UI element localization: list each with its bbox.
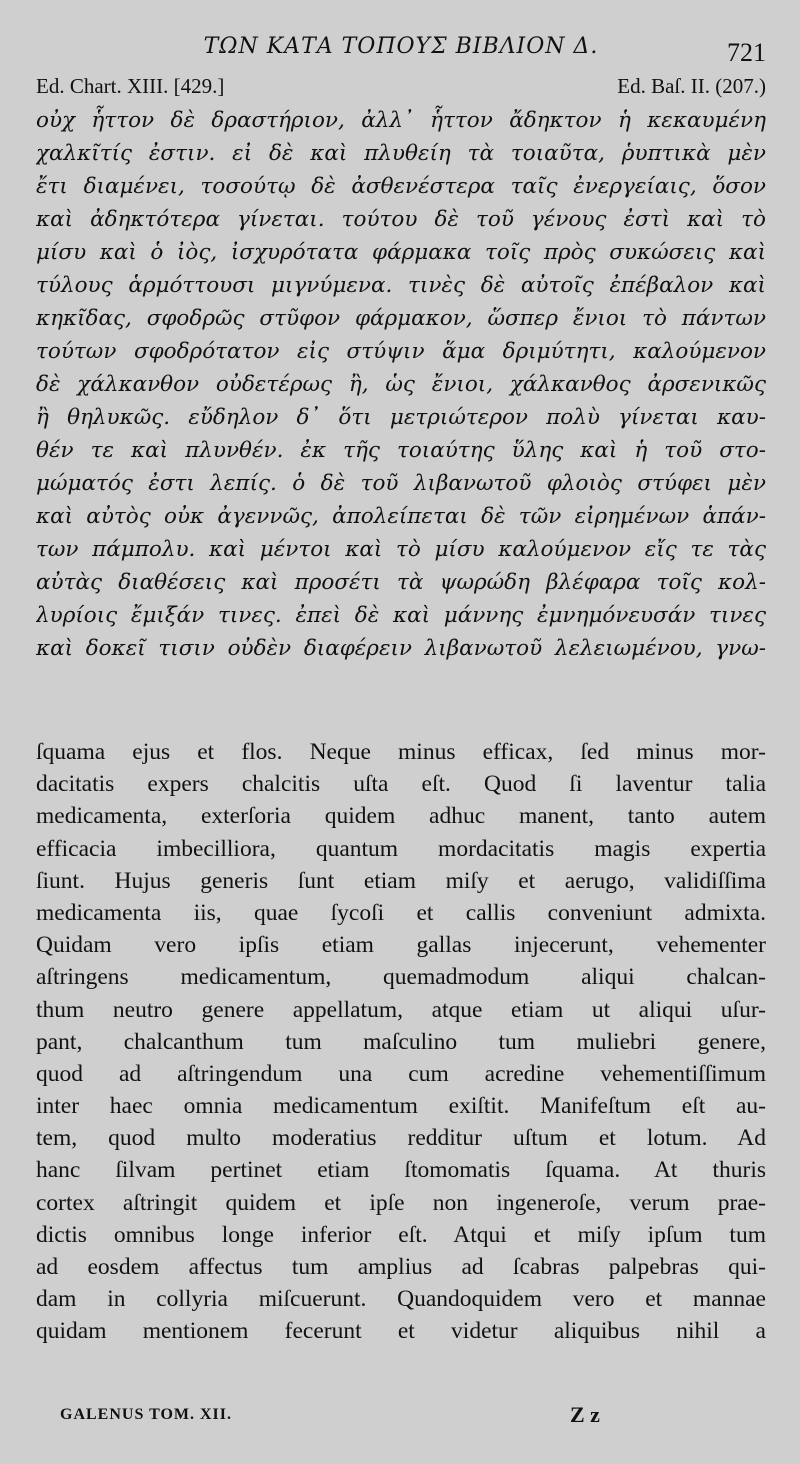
latin-line: tem, quod multo moderatius redditur uſtum et lotum. Ad bbox=[36, 1125, 766, 1152]
greek-line: οὐχ ἧττον δὲ δραστήριον, ἀλλ᾽ ἧττον ἄδηκτον ἡ κεκαυμένη bbox=[36, 108, 766, 133]
latin-line: dacitatis expers chalcitis uſta eſt. Quod ſi laventur talia bbox=[36, 771, 766, 798]
latin-line: inter haec omnia medicamentum exiſtit. Manifeſtum eſt au- bbox=[36, 1093, 766, 1120]
page-footer bbox=[60, 1402, 720, 1436]
greek-line: χαλκῖτίς ἐστιν. εἰ δὲ καὶ πλυθείη τὰ τοιαῦτα, ῥυπτικὰ μὲν bbox=[36, 141, 766, 166]
greek-line: θέν τε καὶ πλυνθέν. ἐκ τῆς τοιαύτης ὕλης καὶ ἡ τοῦ στο- bbox=[36, 438, 766, 463]
latin-line: ſiunt. Hujus generis ſunt etiam miſy et aerugo, validiſſima bbox=[36, 867, 766, 894]
greek-line: μώματός ἐστι λεπίς. ὁ δὲ τοῦ λιβανωτοῦ φλοιὸς στύφει μὲν bbox=[36, 471, 766, 496]
latin-line: dictis omnibus longe inferior eſt. Atqui et miſy ipſum tum bbox=[36, 1221, 766, 1248]
greek-line: καὶ δοκεῖ τισιν οὐδὲν διαφέρειν λιβανωτοῦ λελειωμένου, γνω- bbox=[36, 636, 766, 661]
gathering-signature: Z z bbox=[570, 1402, 600, 1427]
running-title: ΤΩΝ ΚΑΤΑ ΤΟΠΟΥΣ ΒΙΒΛΙΟΝ Δ. bbox=[203, 34, 599, 59]
greek-line: κηκῖδας, σφοδρῶς στῦφον φάρμακον, ὥσπερ ἔνιοι τὸ πάντων bbox=[36, 306, 766, 331]
greek-line: μίσυ καὶ ὁ ἰὸς, ἰσχυρότατα φάρμακα τοῖς πρὸς συκώσεις καὶ bbox=[36, 240, 766, 265]
greek-line: τύλους ἁρμόττουσι μιγνύμενα. τινὲς δὲ αὐτοῖς ἐπέβαλον καὶ bbox=[36, 273, 766, 298]
greek-line: των πάμπολυ. καὶ μέντοι καὶ τὸ μίσυ καλούμενον εἴς τε τὰς bbox=[36, 537, 766, 562]
latin-line: thum neutro genere appellatum, atque etiam ut aliqui uſur- bbox=[36, 996, 766, 1023]
greek-line: τούτων σφοδρότατον εἰς στύψιν ἅμα δριμύτητι, καλούμενον bbox=[36, 339, 766, 364]
greek-line: δὲ χάλκανθον οὐδετέρως ἢ, ὡς ἔνιοι, χάλκανθος ἀρσενικῶς bbox=[36, 372, 766, 397]
greek-text bbox=[36, 104, 766, 665]
page-number: 721 bbox=[727, 38, 766, 67]
greek-line: λυρίοις ἔμιξάν τινες. ἐπεὶ δὲ καὶ μάννης ἐμνημόνευσάν τινες bbox=[36, 603, 766, 628]
greek-line: καὶ ἀδηκτότερα γίνεται. τούτου δὲ τοῦ γένους ἐστὶ καὶ τὸ bbox=[36, 207, 766, 232]
latin-line: quidam mentionem fecerunt et videtur aliquibus nihil a bbox=[36, 1318, 766, 1345]
latin-line: aſtringens medicamentum, quemadmodum aliqui chalcan- bbox=[36, 964, 766, 991]
latin-line: cortex aſtringit quidem et ipſe non ingeneroſe, verum prae- bbox=[36, 1189, 766, 1216]
latin-line: medicamenta, exterſoria quidem adhuc manent, tanto autem bbox=[36, 803, 766, 830]
latin-line: efficacia imbecilliora, quantum mordacitatis magis expertia bbox=[36, 835, 766, 862]
latin-line: hanc ſilvam pertinet etiam ſtomomatis ſquama. At thuris bbox=[36, 1157, 766, 1184]
latin-line: medicamenta iis, quae ſycoſi et callis conveniunt admixta. bbox=[36, 899, 766, 926]
latin-line: quod ad aſtringendum una cum acredine vehementiſſimum bbox=[36, 1060, 766, 1087]
latin-line: ad eosdem affectus tum amplius ad ſcabras palpebras qui- bbox=[36, 1254, 766, 1280]
greek-line: καὶ αὐτὸς οὐκ ἀγεννῶς, ἀπολείπεται δὲ τῶν εἰρημένων ἁπάν- bbox=[36, 504, 766, 529]
greek-line: ἢ θηλυκῶς. εὔδηλον δ᾽ ὅτι μετριώτερον πολὺ γίνεται καυ- bbox=[36, 405, 766, 430]
running-head bbox=[36, 26, 766, 66]
latin-line: dam in collyria miſcuerunt. Quandoquidem vero et mannae bbox=[36, 1286, 766, 1313]
latin-text bbox=[36, 736, 766, 1348]
greek-line: ἔτι διαμένει, τοσούτῳ δὲ ἀσθενέστερα ταῖς ἐνεργείαις, ὅσον bbox=[36, 174, 766, 199]
edition-basel: Ed. Baſ. II. (207.) bbox=[617, 74, 766, 98]
greek-line: αὐτὰς διαθέσεις καὶ προσέτι τὰ ψωρώδη βλέφαρα τοῖς κολ- bbox=[36, 570, 766, 595]
volume-signature: GALENUS TOM. XII. bbox=[60, 1406, 232, 1423]
latin-line: pant, chalcanthum tum maſculino tum muliebri genere, bbox=[36, 1028, 766, 1055]
edition-chartier: Ed. Chart. XIII. [429.] bbox=[36, 74, 225, 98]
latin-line: ſquama ejus et flos. Neque minus efficax, ſed minus mor- bbox=[36, 739, 766, 765]
latin-line: Quidam vero ipſis etiam gallas injecerunt, vehementer bbox=[36, 932, 766, 959]
edition-references bbox=[36, 74, 766, 104]
